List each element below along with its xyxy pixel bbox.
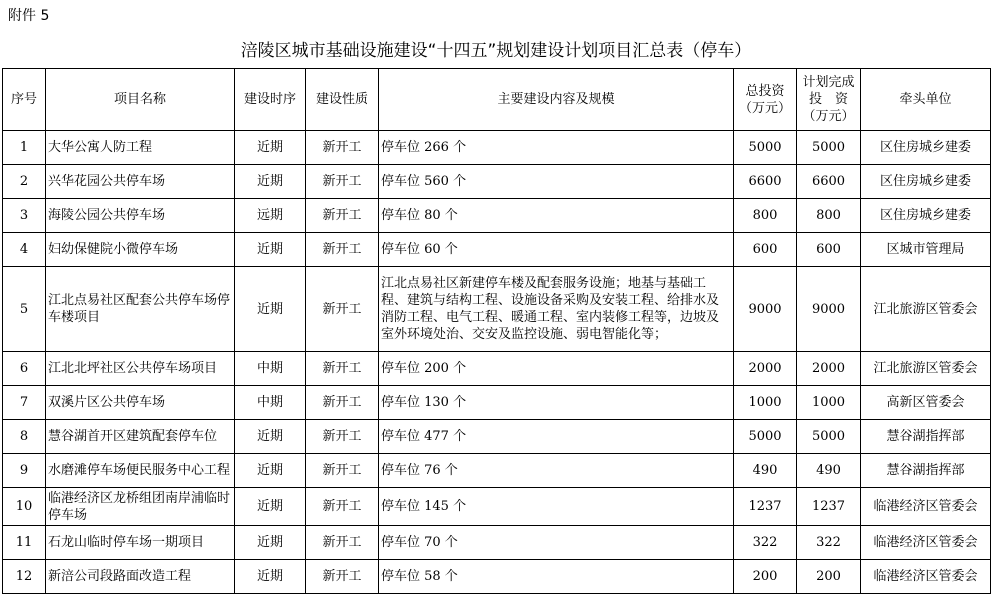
cell-content: 停车位 60 个 <box>379 233 734 267</box>
cell-nature: 新开工 <box>306 165 379 199</box>
cell-plan-investment: 5000 <box>797 131 861 165</box>
cell-seq: 6 <box>3 352 46 386</box>
cell-nature: 新开工 <box>306 352 379 386</box>
cell-plan-investment: 9000 <box>797 267 861 352</box>
document-title: 涪陵区城市基础设施建设“十四五”规划建设计划项目汇总表（停车） <box>240 41 752 61</box>
table-row <box>3 488 991 526</box>
header-seq: 序号 <box>3 69 46 131</box>
header-plan-line3: （万元） <box>802 109 855 124</box>
cell-seq: 7 <box>3 386 46 420</box>
cell-plan-investment: 322 <box>797 526 861 560</box>
cell-project-name: 江北北坪社区公共停车场项目 <box>46 352 235 386</box>
table-row <box>3 165 991 199</box>
header-total-line1: 总投资 <box>745 83 785 99</box>
cell-plan-investment: 800 <box>797 199 861 233</box>
cell-project-name: 双溪片区公共停车场 <box>46 386 235 420</box>
cell-seq: 5 <box>3 267 46 352</box>
table-row <box>3 454 991 488</box>
cell-seq: 2 <box>3 165 46 199</box>
cell-seq: 1 <box>3 131 46 165</box>
table-row <box>3 420 991 454</box>
cell-content: 停车位 76 个 <box>379 454 734 488</box>
cell-order: 近期 <box>235 131 306 165</box>
cell-project-name: 江北点易社区配套公共停车场停车楼项目 <box>46 267 235 352</box>
cell-plan-investment: 490 <box>797 454 861 488</box>
table-row <box>3 560 991 594</box>
header-plan-line1: 计划完成 <box>802 75 855 90</box>
cell-lead-unit: 高新区管委会 <box>861 386 991 420</box>
cell-lead-unit: 慧谷湖指挥部 <box>861 454 991 488</box>
cell-nature: 新开工 <box>306 386 379 420</box>
cell-content: 停车位 80 个 <box>379 199 734 233</box>
cell-lead-unit: 区城市管理局 <box>861 233 991 267</box>
header-total-investment <box>734 69 797 131</box>
cell-order: 近期 <box>235 526 306 560</box>
header-unit: 牵头单位 <box>861 69 991 131</box>
cell-nature: 新开工 <box>306 488 379 526</box>
cell-project-name: 慧谷湖首开区建筑配套停车位 <box>46 420 235 454</box>
header-name: 项目名称 <box>46 69 235 131</box>
cell-total-investment: 1237 <box>734 488 797 526</box>
cell-order: 近期 <box>235 454 306 488</box>
cell-plan-investment: 1000 <box>797 386 861 420</box>
cell-content: 停车位 70 个 <box>379 526 734 560</box>
header-plan-investment <box>797 69 861 131</box>
table-row <box>3 267 991 352</box>
cell-total-investment: 490 <box>734 454 797 488</box>
table-row <box>3 386 991 420</box>
cell-order: 远期 <box>235 199 306 233</box>
cell-content: 停车位 200 个 <box>379 352 734 386</box>
cell-order: 近期 <box>235 560 306 594</box>
table-header-row <box>3 69 991 131</box>
cell-lead-unit: 区住房城乡建委 <box>861 199 991 233</box>
cell-nature: 新开工 <box>306 267 379 352</box>
cell-nature: 新开工 <box>306 526 379 560</box>
cell-project-name: 临港经济区龙桥组团南岸浦临时停车场 <box>46 488 235 526</box>
cell-nature: 新开工 <box>306 131 379 165</box>
table-row <box>3 352 991 386</box>
cell-total-investment: 5000 <box>734 131 797 165</box>
cell-project-name: 石龙山临时停车场一期项目 <box>46 526 235 560</box>
cell-lead-unit: 临港经济区管委会 <box>861 560 991 594</box>
cell-seq: 9 <box>3 454 46 488</box>
cell-project-name: 兴华花园公共停车场 <box>46 165 235 199</box>
table-row <box>3 233 991 267</box>
cell-order: 近期 <box>235 233 306 267</box>
cell-plan-investment: 6600 <box>797 165 861 199</box>
cell-total-investment: 200 <box>734 560 797 594</box>
cell-lead-unit: 临港经济区管委会 <box>861 488 991 526</box>
cell-content: 停车位 130 个 <box>379 386 734 420</box>
cell-content: 停车位 477 个 <box>379 420 734 454</box>
cell-lead-unit: 江北旅游区管委会 <box>861 352 991 386</box>
table-row <box>3 131 991 165</box>
cell-content: 停车位 58 个 <box>379 560 734 594</box>
cell-lead-unit: 区住房城乡建委 <box>861 165 991 199</box>
cell-order: 近期 <box>235 267 306 352</box>
cell-content: 停车位 145 个 <box>379 488 734 526</box>
cell-order: 近期 <box>235 420 306 454</box>
cell-order: 中期 <box>235 352 306 386</box>
header-total-line2: （万元） <box>738 100 791 116</box>
cell-total-investment: 1000 <box>734 386 797 420</box>
cell-total-investment: 800 <box>734 199 797 233</box>
cell-order: 近期 <box>235 488 306 526</box>
table-row <box>3 199 991 233</box>
cell-nature: 新开工 <box>306 560 379 594</box>
cell-seq: 10 <box>3 488 46 526</box>
cell-seq: 12 <box>3 560 46 594</box>
cell-seq: 4 <box>3 233 46 267</box>
cell-nature: 新开工 <box>306 233 379 267</box>
cell-lead-unit: 慧谷湖指挥部 <box>861 420 991 454</box>
cell-content: 停车位 266 个 <box>379 131 734 165</box>
header-order: 建设时序 <box>235 69 306 131</box>
cell-total-investment: 6600 <box>734 165 797 199</box>
cell-seq: 3 <box>3 199 46 233</box>
header-plan-line2: 投 资 <box>808 92 848 107</box>
table-row <box>3 526 991 560</box>
cell-content: 停车位 560 个 <box>379 165 734 199</box>
cell-plan-investment: 2000 <box>797 352 861 386</box>
project-table <box>2 68 991 594</box>
cell-project-name: 妇幼保健院小微停车场 <box>46 233 235 267</box>
header-content: 主要建设内容及规模 <box>379 69 734 131</box>
cell-lead-unit: 临港经济区管委会 <box>861 526 991 560</box>
cell-nature: 新开工 <box>306 420 379 454</box>
cell-nature: 新开工 <box>306 199 379 233</box>
cell-total-investment: 2000 <box>734 352 797 386</box>
cell-content: 江北点易社区新建停车楼及配套服务设施；地基与基础工程、建筑与结构工程、设施设备采购及安装工程、给排水及消防工程、电气工程、暖通工程、室内装修工程等，边坡及室外环境处治、交安及监控设施、弱电智能化等； <box>379 267 734 352</box>
cell-total-investment: 322 <box>734 526 797 560</box>
cell-total-investment: 5000 <box>734 420 797 454</box>
cell-lead-unit: 江北旅游区管委会 <box>861 267 991 352</box>
cell-nature: 新开工 <box>306 454 379 488</box>
cell-order: 中期 <box>235 386 306 420</box>
cell-plan-investment: 1237 <box>797 488 861 526</box>
cell-project-name: 新涪公司段路面改造工程 <box>46 560 235 594</box>
cell-seq: 8 <box>3 420 46 454</box>
cell-order: 近期 <box>235 165 306 199</box>
cell-plan-investment: 200 <box>797 560 861 594</box>
cell-plan-investment: 600 <box>797 233 861 267</box>
cell-plan-investment: 5000 <box>797 420 861 454</box>
attachment-label: 附件 5 <box>8 8 50 24</box>
cell-project-name: 海陵公园公共停车场 <box>46 199 235 233</box>
cell-project-name: 大华公寓人防工程 <box>46 131 235 165</box>
cell-total-investment: 9000 <box>734 267 797 352</box>
cell-total-investment: 600 <box>734 233 797 267</box>
cell-lead-unit: 区住房城乡建委 <box>861 131 991 165</box>
header-nature: 建设性质 <box>306 69 379 131</box>
cell-project-name: 水磨滩停车场便民服务中心工程 <box>46 454 235 488</box>
cell-seq: 11 <box>3 526 46 560</box>
